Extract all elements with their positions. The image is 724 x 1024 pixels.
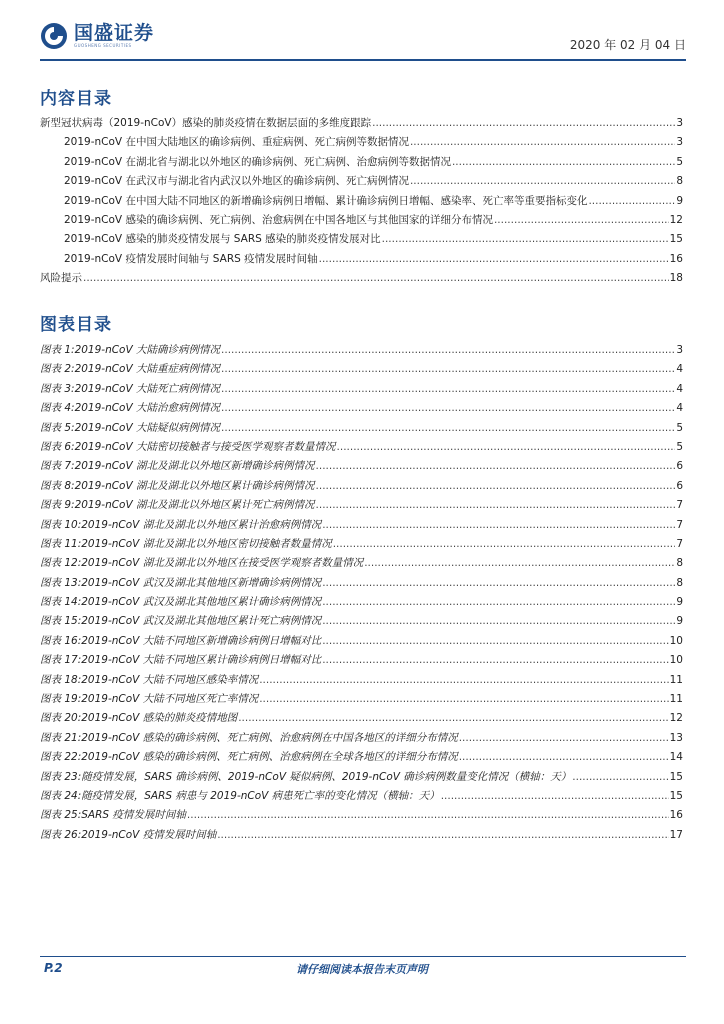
company-logo — [40, 22, 154, 50]
toc-entry[interactable]: 2019-nCoV 在中国大陆不同地区的新增确诊病例日增幅、累计确诊病例日增幅、感染率、死亡率等重要指标变化 ..... 9 — [40, 193, 683, 212]
toc-list — [40, 115, 683, 290]
figure-entry[interactable]: 图表 19: 2019-nCoV 大陆不同地区死亡率情况 ..... 11 — [40, 691, 683, 710]
figure-entry[interactable]: 图表 23: 随疫情发展，SARS 确诊病例、2019-nCoV 疑似病例、2019-nCoV 确诊病例数量变化情况（横轴：天） ..... 15 — [40, 769, 683, 788]
page-number: P.2 — [44, 961, 63, 975]
toc-entry[interactable]: 2019-nCoV 在武汉市与湖北省内武汉以外地区的确诊病例、死亡病例情况 ..... 8 — [40, 173, 683, 192]
figure-entry[interactable]: 图表 7: 2019-nCoV 湖北及湖北以外地区新增确诊病例情况 ..... 6 — [40, 458, 683, 477]
figure-entry[interactable]: 图表 11: 2019-nCoV 湖北及湖北以外地区密切接触者数量情况 ..... 7 — [40, 536, 683, 555]
figure-entry[interactable]: 图表 5: 2019-nCoV 大陆疑似病例情况 ..... 5 — [40, 420, 683, 439]
toc-entry[interactable]: 2019-nCoV 在中国大陆地区的确诊病例、重症病例、死亡病例等数据情况 ..... 3 — [40, 134, 683, 153]
figure-entry[interactable]: 图表 22: 2019-nCoV 感染的确诊病例、死亡病例、治愈病例在全球各地区的详细分布情况 ..... 14 — [40, 749, 683, 768]
figure-entry[interactable]: 图表 1: 2019-nCoV 大陆确诊病例情况 ..... 3 — [40, 342, 683, 361]
toc-entry[interactable]: 2019-nCoV 在湖北省与湖北以外地区的确诊病例、死亡病例、治愈病例等数据情况 ..... 5 — [40, 154, 683, 173]
figure-entry[interactable]: 图表 4: 2019-nCoV 大陆治愈病例情况 ..... 4 — [40, 400, 683, 419]
figure-entry[interactable]: 图表 25: SARS 疫情发展时间轴 ..... 16 — [40, 807, 683, 826]
logo-subname: GUOSHENG SECURITIES — [74, 43, 132, 48]
figure-entry[interactable]: 图表 6: 2019-nCoV 大陆密切接触者与接受医学观察者数量情况 ..... 5 — [40, 439, 683, 458]
figure-entry[interactable]: 图表 20: 2019-nCoV 感染的肺炎疫情地图 ..... 12 — [40, 710, 683, 729]
toc-entry[interactable]: 2019-nCoV 感染的确诊病例、死亡病例、治愈病例在中国各地区与其他国家的详细分布情况 ..... 12 — [40, 212, 683, 231]
figure-entry[interactable]: 图表 15: 2019-nCoV 武汉及湖北其他地区累计死亡病例情况 ..... 9 — [40, 613, 683, 632]
logo-name: 国盛证券 — [74, 22, 155, 44]
footer-divider — [40, 956, 686, 957]
figure-entry[interactable]: 图表 9: 2019-nCoV 湖北及湖北以外地区累计死亡病例情况 ..... 7 — [40, 497, 683, 516]
figure-entry[interactable]: 图表 18: 2019-nCoV 大陆不同地区感染率情况 ..... 11 — [40, 672, 683, 691]
figures-title: 图表目录 — [40, 315, 112, 335]
report-date: 2020 年 02 月 04 日 — [569, 38, 686, 52]
figure-entry[interactable]: 图表 12: 2019-nCoV 湖北及湖北以外地区在接受医学观察者数量情况 ..... 8 — [40, 555, 683, 574]
figure-entry[interactable]: 图表 10: 2019-nCoV 湖北及湖北以外地区累计治愈病例情况 ..... 7 — [40, 517, 683, 536]
toc-entry[interactable]: 新型冠状病毒（2019-nCoV）感染的肺炎疫情在数据层面的多维度跟踪 ..... 3 — [40, 115, 683, 134]
figure-entry[interactable]: 图表 8: 2019-nCoV 湖北及湖北以外地区累计确诊病例情况 ..... 6 — [40, 478, 683, 497]
header-divider — [40, 59, 686, 61]
figure-entry[interactable]: 图表 2: 2019-nCoV 大陆重症病例情况 ..... 4 — [40, 361, 683, 380]
toc-entry[interactable]: 2019-nCoV 感染的肺炎疫情发展与 SARS 感染的肺炎疫情发展对比 ..... 15 — [40, 231, 683, 250]
toc-entry[interactable]: 2019-nCoV 疫情发展时间轴与 SARS 疫情发展时间轴 ..... 16 — [40, 251, 683, 270]
figure-entry[interactable]: 图表 14: 2019-nCoV 武汉及湖北其他地区累计确诊病例情况 ..... 9 — [40, 594, 683, 613]
figure-entry[interactable]: 图表 26: 2019-nCoV 疫情发展时间轴 ..... 17 — [40, 827, 683, 846]
figure-entry[interactable]: 图表 21: 2019-nCoV 感染的确诊病例、死亡病例、治愈病例在中国各地区的详细分布情况 ..... 13 — [40, 730, 683, 749]
figure-entry[interactable]: 图表 17: 2019-nCoV 大陆不同地区累计确诊病例日增幅对比 ..... 10 — [40, 652, 683, 671]
figure-entry[interactable]: 图表 24: 随疫情发展，SARS 病患与 2019-nCoV 病患死亡率的变化情况（横轴：天） ..... 15 — [40, 788, 683, 807]
figure-entry[interactable]: 图表 13: 2019-nCoV 武汉及湖北其他地区新增确诊病例情况 ..... 8 — [40, 575, 683, 594]
footer-disclaimer: 请仔细阅读本报告末页声明 — [296, 963, 428, 976]
figure-entry[interactable]: 图表 3: 2019-nCoV 大陆死亡病例情况 ..... 4 — [40, 381, 683, 400]
toc-title: 内容目录 — [40, 89, 112, 109]
page-header — [40, 22, 686, 56]
toc-entry[interactable]: 风险提示 ..... 18 — [40, 270, 683, 289]
figure-entry[interactable]: 图表 16: 2019-nCoV 大陆不同地区新增确诊病例日增幅对比 ..... 10 — [40, 633, 683, 652]
figure-list — [40, 342, 683, 846]
logo-icon — [40, 22, 68, 50]
